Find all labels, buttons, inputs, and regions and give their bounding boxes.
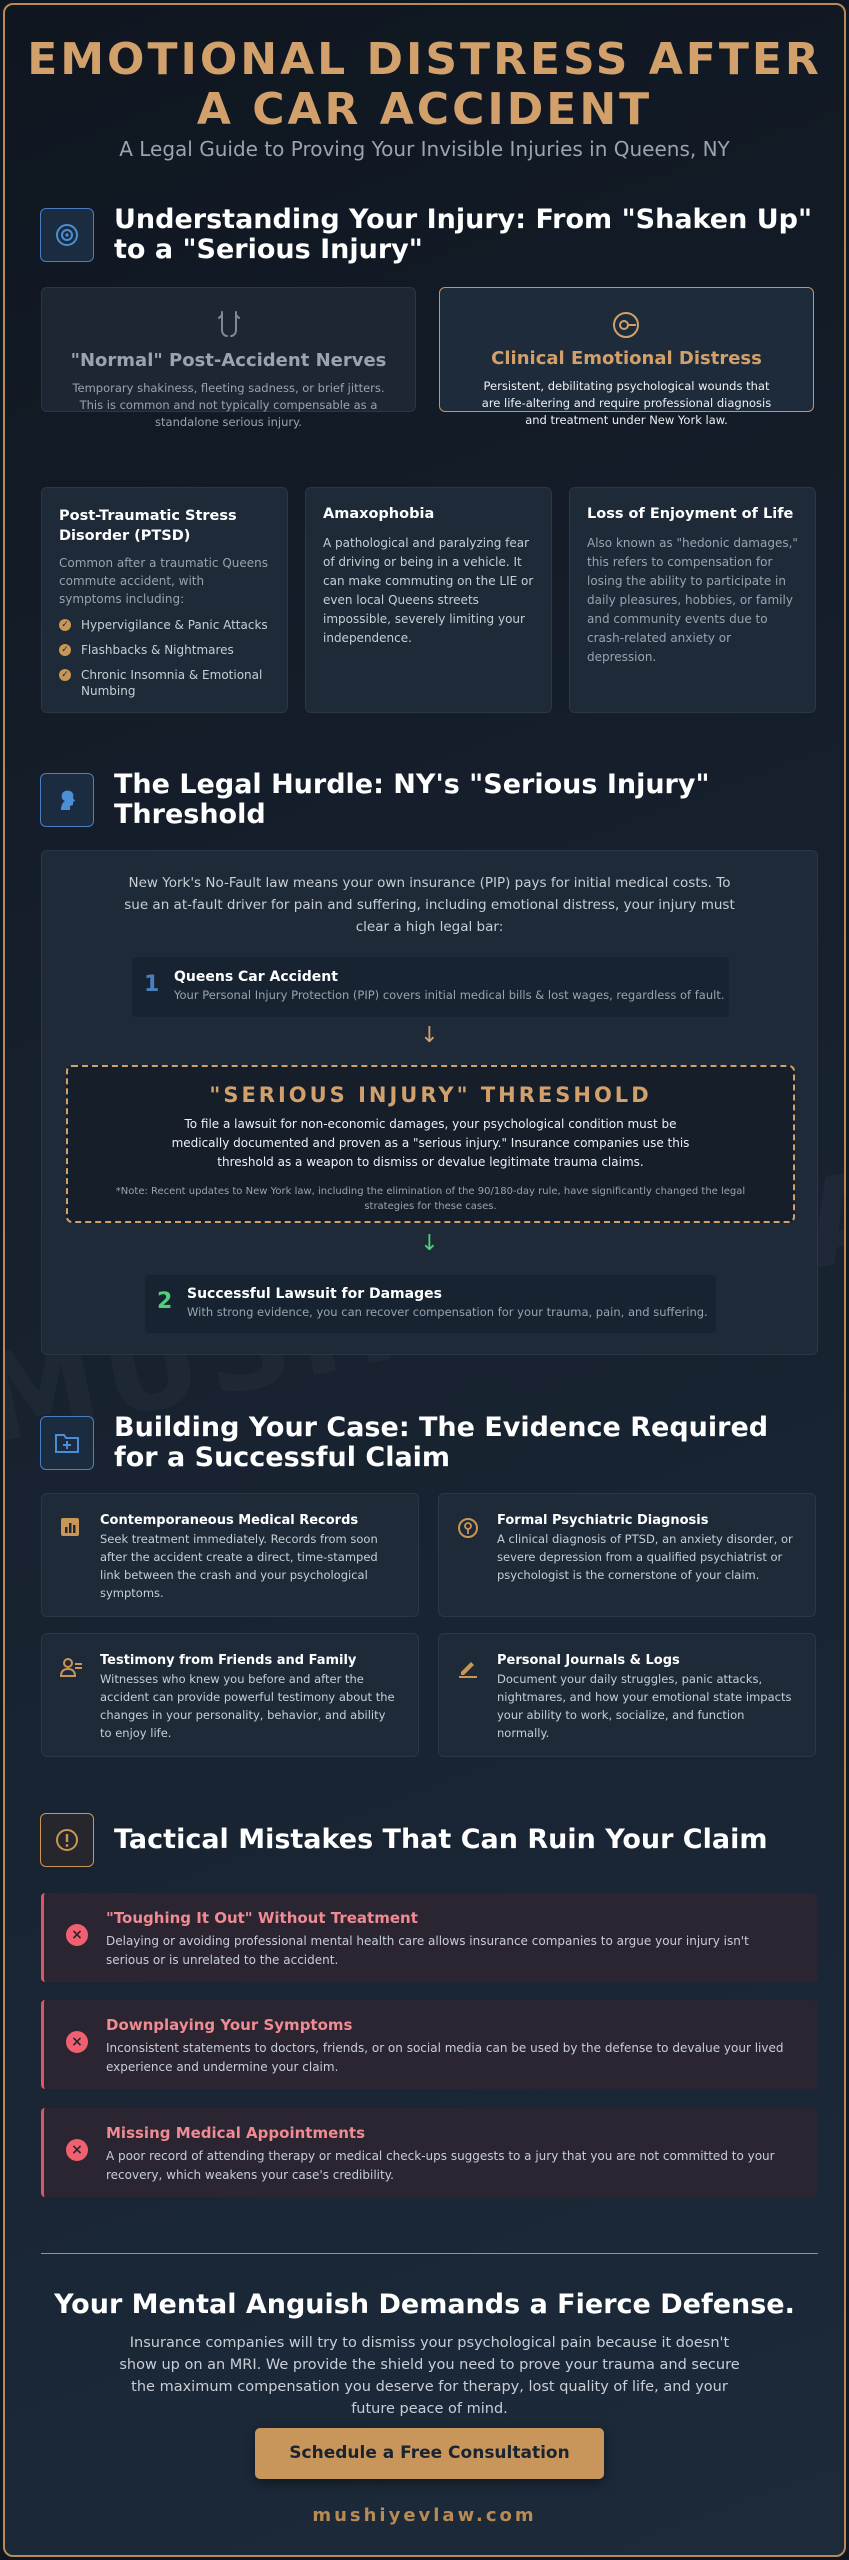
step-title: Queens Car Accident [174,969,338,985]
hero-title-line-1: EMOTIONAL DISTRESS AFTER [27,34,822,85]
step-successful-lawsuit [145,1275,716,1333]
pen-icon [457,1657,479,1742]
evidence-text: Document your daily struggles, panic attacks, nightmares, and how your emotional state impacts your ability to work, socialize, and function normally. [497,1672,792,1740]
alert-icon [40,1813,94,1867]
brain-gear-icon [440,310,813,344]
ptsd-symptom: ✓ Flashbacks & Nightmares [59,642,270,658]
arrow-down-green-icon: ↓ [420,1231,439,1256]
website-link[interactable]: mushiyevlaw.com [312,2505,537,2526]
evidence-medical-records [41,1493,419,1617]
hero-title-line-2: A CAR ACCIDENT [196,84,653,135]
hero-subtitle: A Legal Guide to Proving Your Invisible Injuries in Queens, NY [119,137,730,161]
step-title: Successful Lawsuit for Damages [187,1286,442,1302]
normal-nerves-card [41,287,416,429]
step-text: Your Personal Injury Protection (PIP) covers initial medical bills & lost wages, regardless of fault. [174,988,725,1002]
schedule-consultation-button[interactable]: Schedule a Free Consultation [255,2428,604,2479]
psych-head-icon [457,1517,479,1584]
mistake-text: Inconsistent statements to doctors, friends, or on social media can be used by the defense to devalue your lived experience and undermine your claim. [106,2041,784,2074]
step-queens-accident [132,957,729,1017]
person-head-icon [40,773,94,827]
mistake-title: Missing Medical Appointments [106,2124,366,2142]
check-icon: ✓ [59,619,71,631]
mistake-text: A poor record of attending therapy or medical check-ups suggests to a jury that you are not committed to your recovery, which weakens your case's credibility. [106,2149,775,2182]
section-evidence-title: Building Your Case: The Evidence Required for a Successful Claim [114,1412,769,1473]
threshold-note: *Note: Recent updates to New York law, including the elimination of the 90/180-day rule, have significantly changed the legal strategies for these cases. [115,1186,746,1212]
mistake-missing-appointments [41,2108,818,2197]
chart-icon [60,1517,82,1602]
shaking-hands-icon [42,308,415,344]
evidence-text: Seek treatment immediately. Records from soon after the accident create a direct, time-stamped link between the crash and your psychological symptoms. [100,1532,378,1600]
ptsd-symptom: ✓ Chronic Insomnia & Emotional Numbing [59,667,270,699]
threshold-title: "SERIOUS INJURY" THRESHOLD [209,1083,652,1107]
ptsd-text: Common after a traumatic Queens commute accident, with symptoms including: [59,556,268,606]
section-understanding-header [40,205,814,265]
check-icon: ✓ [59,644,71,656]
arrow-down-icon: ↓ [420,1023,439,1048]
clinical-distress-title: Clinical Emotional Distress [491,348,762,369]
section-understanding-title: Understanding Your Injury: From "Shaken Up" to a "Serious Injury" [114,204,813,265]
serious-injury-threshold-box [66,1065,795,1223]
mistake-text: Delaying or avoiding professional mental health care allows insurance companies to argue your injury isn't serious or is unrelated to the accident. [106,1934,749,1967]
section-legal-header [40,770,814,830]
section-mistakes-header [40,1813,814,1867]
ptsd-title: Post-Traumatic Stress Disorder (PTSD) [59,508,237,544]
ptsd-symptom: ✓ Hypervigilance & Panic Attacks [59,617,270,633]
x-circle-icon: × [66,1924,88,1946]
section-legal-title: The Legal Hurdle: NY's "Serious Injury" Threshold [114,769,710,830]
evidence-title: Personal Journals & Logs [497,1653,680,1668]
evidence-psychiatric-diagnosis [438,1493,816,1617]
x-circle-icon: × [66,2139,88,2161]
threshold-text: To file a lawsuit for non-economic damages, your psychological condition must be medically documented and proven as a "serious injury." Insurance companies use this threshold as a weapon to dismiss or devalue legitimate trauma claims. [171,1117,690,1169]
evidence-text: A clinical diagnosis of PTSD, an anxiety disorder, or severe depression from a qualified psychiatrist or psychologist is the cornerstone of your claim. [497,1532,793,1582]
clinical-distress-text: Persistent, debilitating psychological wounds that are life-altering and require professional diagnosis and treatment under New York law. [481,379,772,427]
infographic-frame [3,3,846,2557]
x-circle-icon: × [66,2031,88,2053]
evidence-title: Contemporaneous Medical Records [100,1513,359,1528]
legal-intro: New York's No-Fault law means your own insurance (PIP) pays for initial medical costs. To sue an at-fault driver for pain and suffering, including emotional distress, your injury must clear a high legal bar: [124,875,735,935]
mistake-toughing-it-out [41,1893,818,1982]
section-mistakes-title: Tactical Mistakes That Can Ruin Your Claim [114,1824,768,1855]
step-text: With strong evidence, you can recover compensation for your trauma, pain, and suffering. [187,1305,708,1319]
folder-plus-icon [40,1416,94,1470]
loss-enjoyment-card [569,487,816,713]
mistake-downplaying [41,2000,818,2089]
evidence-testimony [41,1633,419,1757]
hero-title [5,35,844,135]
amaxophobia-text: A pathological and paralyzing fear of driving or being in a vehicle. It can make commuting on the LIE or even local Queens streets impossible, severely limiting your independence. [323,536,534,645]
normal-nerves-title: "Normal" Post-Accident Nerves [70,350,387,371]
normal-nerves-text: Temporary shakiness, fleeting sadness, or brief jitters. This is common and not typically compensable as a standalone serious injury. [72,381,385,429]
mistake-title: Downplaying Your Symptoms [106,2016,353,2034]
target-icon [40,208,94,262]
loss-enjoyment-text: Also known as "hedonic damages," this refers to compensation for losing the ability to participate in daily pleasures, hobbies, or family and community events due to crash-related anxiety or depression. [587,536,798,664]
evidence-title: Formal Psychiatric Diagnosis [497,1513,709,1528]
mistake-title: "Toughing It Out" Without Treatment [106,1909,418,1927]
step-number: 1 [144,972,160,997]
divider [41,2253,818,2254]
evidence-journals [438,1633,816,1757]
ptsd-card [41,487,288,713]
check-icon: ✓ [59,669,71,681]
amaxophobia-title: Amaxophobia [323,506,435,522]
step-number: 2 [157,1289,173,1314]
section-evidence-header [40,1413,814,1473]
amaxophobia-card [305,487,552,713]
evidence-text: Witnesses who knew you before and after the accident can provide powerful testimony about the changes in your personality, behavior, and ability to enjoy life. [100,1672,395,1740]
cta-title: Your Mental Anguish Demands a Fierce Defense. [54,2289,795,2320]
legal-threshold-panel [41,850,818,1355]
loss-enjoyment-title: Loss of Enjoyment of Life [587,506,794,522]
cta-text: Insurance companies will try to dismiss your psychological pain because it doesn't show up on an MRI. We provide the shield you need to prove your trauma and secure the maximum compensation you deserve for therapy, lost quality of life, and your future peace of mind. [119,2335,740,2417]
people-icon [60,1657,82,1742]
evidence-title: Testimony from Friends and Family [100,1653,357,1668]
clinical-distress-card [439,287,814,427]
